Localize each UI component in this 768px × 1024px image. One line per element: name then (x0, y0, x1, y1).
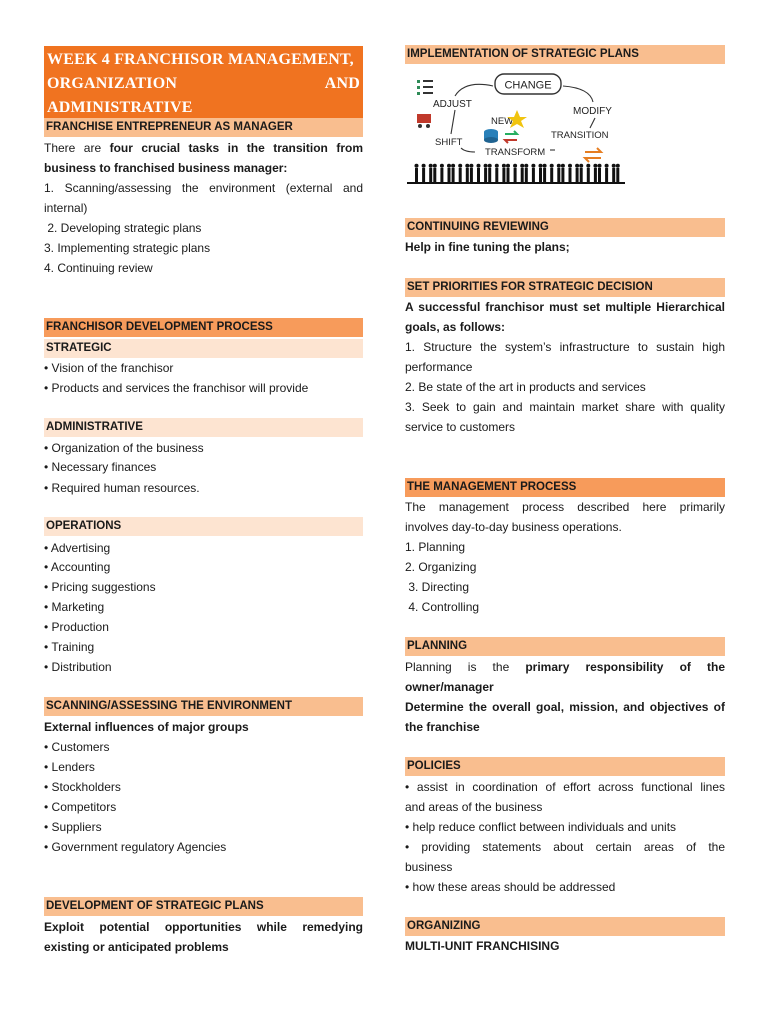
person-head (506, 164, 510, 168)
person-head (422, 164, 426, 168)
person-body (569, 168, 572, 182)
person-head (469, 164, 473, 168)
person-body (466, 168, 469, 182)
person-head (495, 164, 499, 168)
person-head (447, 164, 451, 168)
list-item: • Production (44, 620, 109, 634)
person-head (579, 164, 583, 168)
title-line-1: WEEK 4 FRANCHISOR MANAGEMENT, (47, 51, 354, 68)
person-body (594, 168, 597, 182)
person-head (575, 164, 579, 168)
word-transition: TRANSITION (551, 130, 609, 141)
section-header-scanning: SCANNING/ASSESSING THE ENVIRONMENT (44, 697, 363, 716)
list-item: • Products and services the franchisor will provide (44, 381, 309, 395)
person-body (488, 168, 491, 182)
cart-icon (417, 114, 431, 128)
section-header-entrepreneur: FRANCHISE ENTREPRENEUR AS MANAGER (44, 118, 363, 137)
list-item: • Competitors (44, 800, 117, 814)
list-item: 3. Directing (405, 580, 470, 594)
development-text-line-1: Exploit potential opportunities while remedying (44, 920, 363, 934)
person-body (459, 168, 462, 182)
person-body (580, 168, 583, 182)
management-text-line-2: involves day-to-day business operations. (405, 520, 622, 534)
person-body (543, 168, 546, 182)
list-item: • Accounting (44, 560, 111, 574)
person-body (502, 168, 505, 182)
person-body (525, 168, 528, 182)
word-modify: MODIFY (573, 106, 612, 117)
person-body (422, 168, 425, 182)
subheader-operations: OPERATIONS (44, 517, 363, 536)
list-item: • Distribution (44, 660, 112, 674)
person-body (616, 168, 619, 182)
word-new: NEW (491, 116, 514, 127)
section-header-management: THE MANAGEMENT PROCESS (405, 478, 725, 497)
title-line-3: ADMINISTRATIVE (47, 99, 193, 116)
person-head (477, 164, 481, 168)
word-adjust: ADJUST (433, 99, 472, 110)
person-head (429, 164, 433, 168)
organizing-sub: MULTI-UNIT FRANCHISING (405, 939, 560, 953)
policies-line: • assist in coordination of effort across functional lines (405, 780, 725, 794)
person-body (521, 168, 524, 182)
person-head (598, 164, 602, 168)
list-item: • Pricing suggestions (44, 580, 156, 594)
list-item: performance (405, 360, 473, 374)
list-item: 2. Be state of the art in products and services (405, 380, 646, 394)
person-body (598, 168, 601, 182)
list-item: 4. Controlling (405, 600, 480, 614)
list-item: 1. Planning (405, 540, 466, 554)
management-text-line-1: The management process described here primarily (405, 500, 725, 514)
planning-text-line-1: Planning is the primary responsibility of the (405, 660, 725, 674)
change-illustration (405, 70, 627, 190)
section-header-development: DEVELOPMENT OF STRATEGIC PLANS (44, 897, 363, 916)
entrepreneur-item: 4. Continuing review (44, 261, 153, 275)
person-head (616, 164, 620, 168)
person-body (484, 168, 487, 182)
person-head (415, 164, 419, 168)
person-body (557, 168, 560, 182)
person-head (568, 164, 572, 168)
person-body (477, 168, 480, 182)
list-item: • Required human resources. (44, 481, 200, 495)
arrow-icon (563, 86, 593, 102)
section-header-organizing: ORGANIZING (405, 917, 725, 936)
person-head (520, 164, 524, 168)
person-body (415, 168, 418, 182)
section-header-priorities: SET PRIORITIES FOR STRATEGIC DECISION (405, 278, 725, 297)
planning-text-line-4: the franchise (405, 720, 480, 734)
arrow-icon (455, 84, 493, 96)
section-header-dev-process: FRANCHISOR DEVELOPMENT PROCESS (44, 318, 363, 337)
person-head (513, 164, 517, 168)
person-head (484, 164, 488, 168)
person-head (543, 164, 547, 168)
section-header-implementation: IMPLEMENTATION OF STRATEGIC PLANS (405, 45, 725, 64)
list-item: • Advertising (44, 541, 111, 555)
title-line-2: ORGANIZATION AND (47, 75, 360, 92)
person-body (561, 168, 564, 182)
list-item: • Necessary finances (44, 460, 157, 474)
continuing-text: Help in fine tuning the plans; (405, 240, 570, 254)
swap-icon (585, 148, 601, 162)
subheader-administrative: ADMINISTRATIVE (44, 418, 363, 437)
list-item: • Customers (44, 740, 110, 754)
arrow-icon (461, 148, 475, 152)
person-head (451, 164, 455, 168)
person-body (440, 168, 443, 182)
person-body (433, 168, 436, 182)
list-item: • Vision of the franchisor (44, 361, 174, 375)
entrepreneur-paragraph-line-2: business to franchised business manager: (44, 161, 288, 175)
section-header-policies: POLICIES (405, 757, 725, 776)
person-body (495, 168, 498, 182)
priorities-lead-line-1: A successful franchisor must set multiple Hierarchical (405, 300, 725, 314)
list-item: 1. Structure the system’s infrastructure to sustain high (405, 340, 725, 354)
planning-text-line-2: owner/manager (405, 680, 494, 694)
list-item: • Organization of the business (44, 441, 204, 455)
entrepreneur-item: 3. Implementing strategic plans (44, 241, 211, 255)
arrow-icon (451, 110, 455, 134)
policies-line: and areas of the business (405, 800, 543, 814)
person-head (465, 164, 469, 168)
list-item: • Training (44, 640, 95, 654)
person-body (587, 168, 590, 182)
word-transform: TRANSFORM (485, 147, 546, 158)
person-head (561, 164, 565, 168)
person-body (539, 168, 542, 182)
database-icon (484, 129, 498, 143)
person-head (502, 164, 506, 168)
list-item: • Lenders (44, 760, 95, 774)
person-body (429, 168, 432, 182)
page-title (44, 46, 363, 118)
subheader-strategic: STRATEGIC (44, 339, 363, 358)
person-head (586, 164, 590, 168)
person-body (452, 168, 455, 182)
person-body (605, 168, 608, 182)
person-head (557, 164, 561, 168)
person-body (514, 168, 517, 182)
person-head (605, 164, 609, 168)
entrepreneur-item: 2. Developing strategic plans (44, 221, 202, 235)
entrepreneur-item: internal) (44, 201, 88, 215)
person-body (612, 168, 615, 182)
entrepreneur-item: 1. Scanning/assessing the environment (external and (44, 181, 363, 195)
person-body (550, 168, 553, 182)
person-body (507, 168, 510, 182)
entrepreneur-paragraph-line-1: There are four crucial tasks in the transition from (44, 141, 363, 155)
person-head (458, 164, 462, 168)
person-body (448, 168, 451, 182)
person-head (524, 164, 528, 168)
list-icon (417, 80, 433, 95)
person-head (612, 164, 616, 168)
person-body (576, 168, 579, 182)
scanning-lead: External influences of major groups (44, 720, 249, 734)
word-change: CHANGE (504, 79, 552, 92)
crowd-silhouette (407, 164, 625, 184)
person-body (470, 168, 473, 182)
person-head (539, 164, 543, 168)
word-shift: SHIFT (435, 137, 463, 148)
policies-line: • providing statements about certain areas of the (405, 840, 725, 854)
list-item: • Marketing (44, 600, 105, 614)
person-head (593, 164, 597, 168)
person-head (550, 164, 554, 168)
priorities-lead-line-2: goals, as follows: (405, 320, 506, 334)
list-item: • Government regulatory Agencies (44, 840, 227, 854)
policies-line: • help reduce conflict between individuals and units (405, 820, 677, 834)
person-head (440, 164, 444, 168)
list-item: • Stockholders (44, 780, 121, 794)
section-header-planning: PLANNING (405, 637, 725, 656)
planning-text-line-3: Determine the overall goal, mission, and objectives of (405, 700, 725, 714)
development-text-line-2: existing or anticipated problems (44, 940, 229, 954)
list-item: 3. Seek to gain and maintain market share with quality (405, 400, 725, 414)
person-head (531, 164, 535, 168)
list-item: service to customers (405, 420, 516, 434)
person-body (532, 168, 535, 182)
policies-line: • how these areas should be addressed (405, 880, 616, 894)
policies-line: business (405, 860, 453, 874)
person-head (433, 164, 437, 168)
section-header-continuing: CONTINUING REVIEWING (405, 218, 725, 237)
exchange-icon (505, 131, 517, 143)
arrow-icon (590, 118, 595, 128)
person-head (488, 164, 492, 168)
list-item: 2. Organizing (405, 560, 477, 574)
list-item: • Suppliers (44, 820, 102, 834)
